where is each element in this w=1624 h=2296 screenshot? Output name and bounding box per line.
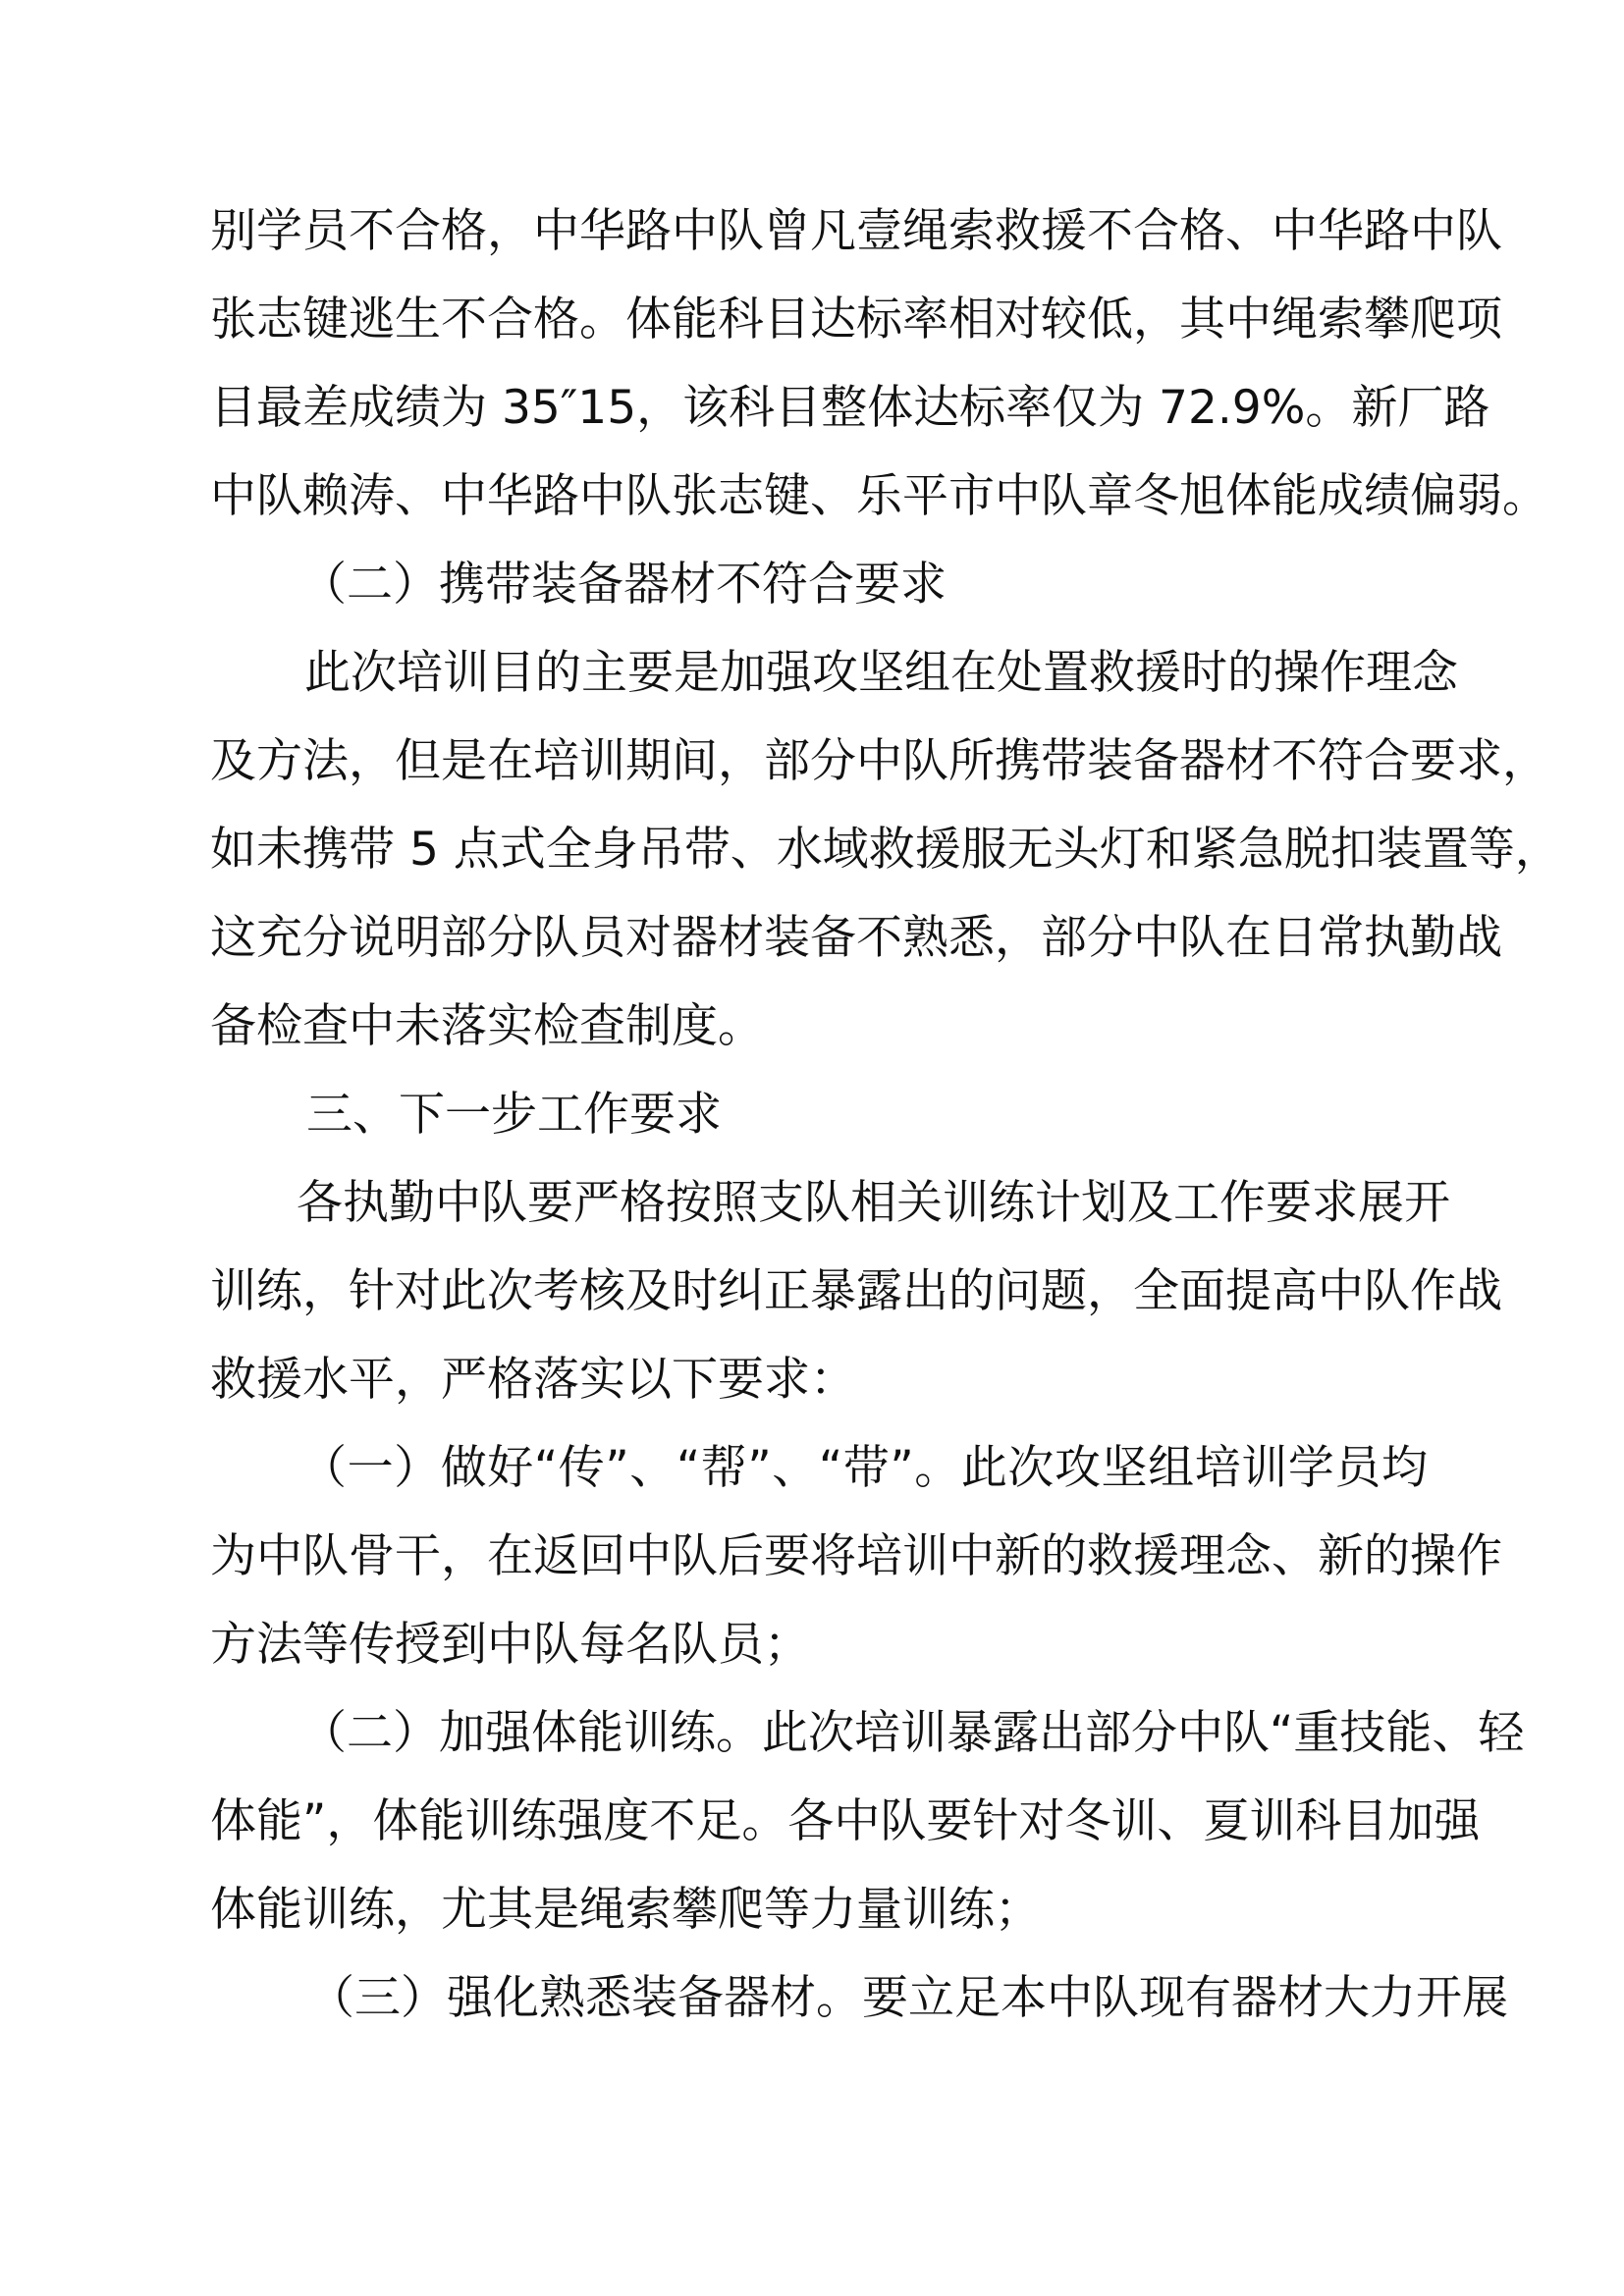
- list-item-1-line-3: 方法等传授到中队每名队员；: [210, 1618, 810, 1672]
- body-line-6: 此次培训目的主要是加强攻坚组在处置救援时的操作理念: [304, 646, 1458, 700]
- body-line-12: 各执勤中队要严格按照支队相关训练计划及工作要求展开: [297, 1176, 1450, 1230]
- list-item-2-line-3: 体能训练，尤其是绳索攀爬等力量训练；: [210, 1883, 1041, 1937]
- body-line-13: 训练，针对此次考核及时纠正暴露出的问题，全面提高中队作战: [210, 1264, 1502, 1318]
- list-item-2-line-2: 体能”，体能训练强度不足。各中队要针对冬训、夏训科目加强: [210, 1794, 1481, 1848]
- body-line-9: 这充分说明部分队员对器材装备不熟悉，部分中队在日常执勤战: [210, 911, 1502, 965]
- list-item-3-line-1: （三）强化熟悉装备器材。要立足本中队现有器材大力开展: [308, 1971, 1508, 2025]
- body-line-4: 中队赖涛、中华路中队张志键、乐平市中队章冬旭体能成绩偏弱。: [210, 469, 1548, 523]
- body-line-8: 如未携带 5 点式全身吊带、水域救援服无头灯和紧急脱扣装置等，: [210, 823, 1561, 877]
- body-line-1: 别学员不合格，中华路中队曾凡壹绳索救援不合格、中华路中队: [210, 204, 1502, 258]
- section-heading-3: 三、下一步工作要求: [306, 1088, 722, 1142]
- list-item-2-line-1: （二）加强体能训练。此次培训暴露出部分中队“重技能、轻: [300, 1706, 1525, 1760]
- body-line-3: 目最差成绩为 35″15，该科目整体达标率仅为 72.9%。新厂路: [210, 381, 1490, 435]
- list-item-1-line-1: （一）做好“传”、“帮”、“带”。此次攻坚组培训学员均: [300, 1441, 1428, 1495]
- section-heading-2: （二）携带装备器材不符合要求: [300, 558, 947, 612]
- list-item-1-line-2: 为中队骨干，在返回中队后要将培训中新的救援理念、新的操作: [210, 1529, 1502, 1583]
- body-line-14: 救援水平，严格落实以下要求：: [210, 1353, 856, 1407]
- body-line-2: 张志键逃生不合格。体能科目达标率相对较低，其中绳索攀爬项: [210, 293, 1502, 347]
- body-line-7: 及方法，但是在培训期间，部分中队所携带装备器材不符合要求，: [210, 734, 1548, 788]
- body-line-10: 备检查中未落实检查制度。: [210, 999, 764, 1053]
